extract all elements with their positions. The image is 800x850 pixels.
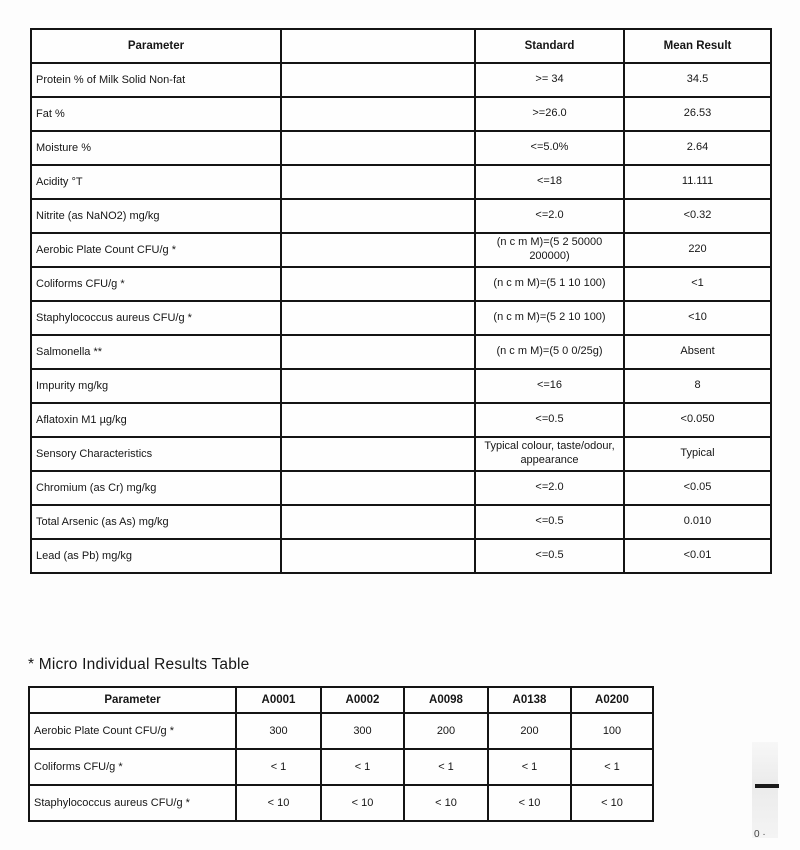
main-table-row <box>31 267 771 301</box>
main-mean-result-cell: 26.53 <box>624 97 771 131</box>
main-mean-result-cell: Absent <box>624 335 771 369</box>
main-parameter-cell: Salmonella ** <box>31 335 281 369</box>
main-table-row <box>31 301 771 335</box>
main-mean-result-cell: <1 <box>624 267 771 301</box>
main-table-row <box>31 233 771 267</box>
main-standard-cell: <=2.0 <box>475 471 624 505</box>
micro-table-row <box>29 785 653 821</box>
main-standard-cell: (n c m M)=(5 1 10 100) <box>475 267 624 301</box>
main-table-row <box>31 471 771 505</box>
main-mean-result-cell: 8 <box>624 369 771 403</box>
main-parameter-cell: Moisture % <box>31 131 281 165</box>
main-table-row <box>31 165 771 199</box>
micro-value-cell: < 10 <box>236 785 321 821</box>
micro-value-cell: 100 <box>571 713 653 749</box>
main-mean-result-cell: Typical <box>624 437 771 471</box>
main-parameter-cell: Aflatoxin M1 µg/kg <box>31 403 281 437</box>
main-standard-cell: (n c m M)=(5 2 50000 200000) <box>475 233 624 267</box>
main-blank-cell <box>281 335 475 369</box>
main-blank-cell <box>281 63 475 97</box>
main-table-row <box>31 403 771 437</box>
micro-value-cell: < 10 <box>321 785 404 821</box>
scan-artifact-corner-text: 0 · <box>754 829 766 840</box>
micro-header-sample-3: A0098 <box>404 687 488 713</box>
micro-value-cell: < 10 <box>404 785 488 821</box>
main-table-row <box>31 63 771 97</box>
main-mean-result-cell: <0.050 <box>624 403 771 437</box>
main-blank-cell <box>281 301 475 335</box>
main-standard-cell: <=16 <box>475 369 624 403</box>
main-standard-cell: <=18 <box>475 165 624 199</box>
main-blank-cell <box>281 403 475 437</box>
main-parameter-cell: Chromium (as Cr) mg/kg <box>31 471 281 505</box>
main-parameter-cell: Acidity °T <box>31 165 281 199</box>
main-standard-cell: <=0.5 <box>475 403 624 437</box>
main-standard-cell: >= 34 <box>475 63 624 97</box>
main-mean-result-cell: <10 <box>624 301 771 335</box>
main-standard-cell: (n c m M)=(5 2 10 100) <box>475 301 624 335</box>
main-blank-cell <box>281 131 475 165</box>
micro-value-cell: 300 <box>321 713 404 749</box>
micro-value-cell: < 10 <box>571 785 653 821</box>
main-standard-cell: <=0.5 <box>475 539 624 573</box>
main-table-row <box>31 369 771 403</box>
main-table-row <box>31 335 771 369</box>
main-mean-result-cell: 0.010 <box>624 505 771 539</box>
scan-artifact-strip <box>752 742 778 838</box>
micro-parameter-cell: Coliforms CFU/g * <box>29 749 236 785</box>
main-table-row <box>31 199 771 233</box>
main-blank-cell <box>281 437 475 471</box>
main-blank-cell <box>281 505 475 539</box>
main-header-standard: Standard <box>475 29 624 63</box>
micro-value-cell: < 10 <box>488 785 571 821</box>
micro-value-cell: < 1 <box>571 749 653 785</box>
micro-value-cell: < 1 <box>236 749 321 785</box>
main-parameter-cell: Aerobic Plate Count CFU/g * <box>31 233 281 267</box>
main-header-blank <box>281 29 475 63</box>
micro-table-header-row <box>29 687 653 713</box>
main-blank-cell <box>281 471 475 505</box>
main-standard-cell: (n c m M)=(5 0 0/25g) <box>475 335 624 369</box>
main-standard-cell: >=26.0 <box>475 97 624 131</box>
main-standard-cell: <=2.0 <box>475 199 624 233</box>
micro-table-row <box>29 713 653 749</box>
micro-header-sample-4: A0138 <box>488 687 571 713</box>
main-mean-result-cell: <0.32 <box>624 199 771 233</box>
main-table-row <box>31 97 771 131</box>
main-parameter-cell: Staphylococcus aureus CFU/g * <box>31 301 281 335</box>
main-blank-cell <box>281 97 475 131</box>
main-mean-result-cell: <0.01 <box>624 539 771 573</box>
main-mean-result-cell: 11.111 <box>624 165 771 199</box>
main-blank-cell <box>281 165 475 199</box>
main-mean-result-cell: 34.5 <box>624 63 771 97</box>
main-standard-cell: Typical colour, taste/odour, appearance <box>475 437 624 471</box>
scan-artifact-dash <box>755 784 779 788</box>
micro-value-cell: 300 <box>236 713 321 749</box>
micro-parameter-cell: Aerobic Plate Count CFU/g * <box>29 713 236 749</box>
micro-section-heading: * Micro Individual Results Table <box>28 656 250 673</box>
main-parameter-cell: Impurity mg/kg <box>31 369 281 403</box>
main-parameter-cell: Sensory Characteristics <box>31 437 281 471</box>
main-table-row <box>31 505 771 539</box>
micro-table-row <box>29 749 653 785</box>
micro-value-cell: < 1 <box>321 749 404 785</box>
micro-value-cell: < 1 <box>404 749 488 785</box>
main-table-row <box>31 437 771 471</box>
micro-header-parameter: Parameter <box>29 687 236 713</box>
main-header-parameter: Parameter <box>31 29 281 63</box>
micro-parameter-cell: Staphylococcus aureus CFU/g * <box>29 785 236 821</box>
micro-value-cell: < 1 <box>488 749 571 785</box>
main-blank-cell <box>281 199 475 233</box>
main-parameter-cell: Total Arsenic (as As) mg/kg <box>31 505 281 539</box>
micro-value-cell: 200 <box>488 713 571 749</box>
main-parameter-cell: Coliforms CFU/g * <box>31 267 281 301</box>
micro-header-sample-2: A0002 <box>321 687 404 713</box>
main-parameter-cell: Lead (as Pb) mg/kg <box>31 539 281 573</box>
micro-results-table <box>28 686 654 822</box>
micro-header-sample-1: A0001 <box>236 687 321 713</box>
main-header-mean-result: Mean Result <box>624 29 771 63</box>
main-table-header-row <box>31 29 771 63</box>
main-table-row <box>31 539 771 573</box>
main-blank-cell <box>281 233 475 267</box>
main-mean-result-cell: <0.05 <box>624 471 771 505</box>
main-parameter-cell: Fat % <box>31 97 281 131</box>
main-standard-cell: <=5.0% <box>475 131 624 165</box>
main-standard-cell: <=0.5 <box>475 505 624 539</box>
main-blank-cell <box>281 267 475 301</box>
main-mean-result-cell: 220 <box>624 233 771 267</box>
main-results-table <box>30 28 772 574</box>
main-table-row <box>31 131 771 165</box>
main-blank-cell <box>281 539 475 573</box>
main-mean-result-cell: 2.64 <box>624 131 771 165</box>
micro-value-cell: 200 <box>404 713 488 749</box>
main-blank-cell <box>281 369 475 403</box>
main-parameter-cell: Nitrite (as NaNO2) mg/kg <box>31 199 281 233</box>
micro-header-sample-5: A0200 <box>571 687 653 713</box>
main-parameter-cell: Protein % of Milk Solid Non-fat <box>31 63 281 97</box>
